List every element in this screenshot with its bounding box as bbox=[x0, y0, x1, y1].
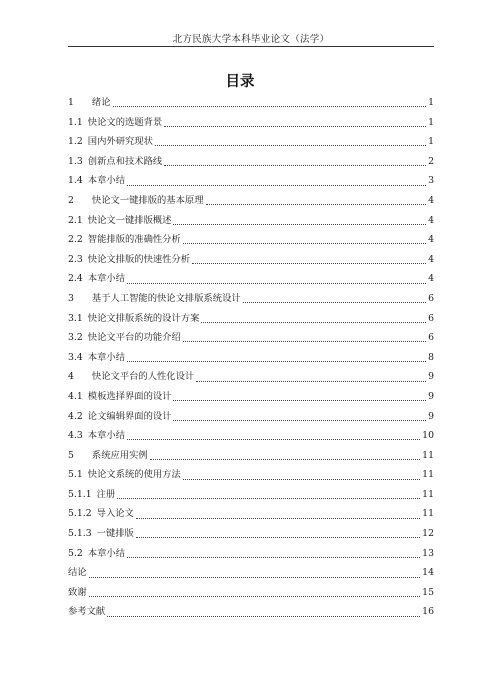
toc-entry-number: 2.1 bbox=[68, 214, 83, 226]
toc-entry-number: 3.4 bbox=[68, 351, 83, 363]
toc-entry-number: 2.4 bbox=[68, 273, 83, 285]
toc-entry-title: 智能排版的准确性分析 bbox=[87, 234, 181, 246]
running-header: 北方民族大学本科毕业论文（法学） bbox=[172, 34, 330, 45]
toc-dot-leader bbox=[89, 596, 421, 597]
toc-dot-leader bbox=[136, 518, 420, 519]
toc-entry-number: 5.1.2 bbox=[68, 508, 92, 520]
toc-entry-title: 本章小结 bbox=[87, 430, 125, 442]
toc-entry-number: 2 bbox=[68, 194, 74, 206]
toc-entry-number: 4.1 bbox=[68, 390, 83, 402]
toc-entry-page-number: 4 bbox=[428, 253, 434, 265]
toc-entry-page-number: 12 bbox=[422, 528, 434, 540]
toc-entry-title: 一键排版 bbox=[96, 528, 134, 540]
toc-dot-leader bbox=[127, 283, 426, 284]
toc-entry-number: 5 bbox=[68, 449, 74, 461]
toc-entry-title: 结论 bbox=[68, 567, 87, 579]
toc-dot-leader bbox=[164, 165, 426, 166]
toc-entry[interactable] bbox=[68, 348, 434, 368]
toc-entry[interactable] bbox=[68, 328, 434, 348]
toc-entry-page-number: 10 bbox=[422, 430, 434, 442]
toc-entry-title: 快论文一键排版概述 bbox=[87, 214, 172, 226]
toc-dot-leader bbox=[117, 498, 420, 499]
toc-entry[interactable] bbox=[68, 602, 434, 622]
toc-entry-title: 致谢 bbox=[68, 586, 87, 598]
toc-dot-leader bbox=[206, 204, 427, 205]
toc-dot-leader bbox=[164, 126, 426, 127]
toc-entry[interactable] bbox=[68, 446, 434, 466]
toc-entry-number: 5.1 bbox=[68, 469, 83, 481]
toc-entry-title: 本章小结 bbox=[87, 273, 125, 285]
toc-entry-title: 快论文一键排版的基本原理 bbox=[91, 194, 204, 206]
toc-entry[interactable] bbox=[68, 250, 434, 270]
toc-entry-page-number: 4 bbox=[428, 234, 434, 246]
toc-dot-leader bbox=[192, 263, 426, 264]
toc-entry-number: 5.1.1 bbox=[68, 488, 92, 500]
toc-dot-leader bbox=[150, 459, 420, 460]
toc-entry-number: 3.1 bbox=[68, 312, 83, 324]
toc-entry-title: 本章小结 bbox=[87, 175, 125, 187]
toc-entry-page-number: 11 bbox=[422, 469, 434, 481]
toc-entry-page-number: 8 bbox=[428, 351, 434, 363]
toc-entry-page-number: 6 bbox=[428, 312, 434, 324]
toc-entry[interactable] bbox=[68, 583, 434, 603]
toc-dot-leader bbox=[127, 185, 426, 186]
toc-entry[interactable] bbox=[68, 289, 434, 309]
toc-entry[interactable] bbox=[68, 426, 434, 446]
toc-entry-title: 快论文排版系统的设计方案 bbox=[87, 312, 200, 324]
toc-entry-page-number: 11 bbox=[422, 488, 434, 500]
toc-entry-page-number: 9 bbox=[428, 390, 434, 402]
toc-entry-number: 1.4 bbox=[68, 175, 83, 187]
toc-entry-title: 快论文平台的功能介绍 bbox=[87, 332, 181, 344]
toc-entry-title: 创新点和技术路线 bbox=[87, 155, 163, 167]
toc-entry-page-number: 1 bbox=[428, 136, 434, 148]
toc-entry[interactable] bbox=[68, 152, 434, 172]
toc-entry[interactable] bbox=[68, 211, 434, 231]
toc-dot-leader bbox=[173, 420, 426, 421]
toc-entry-number: 2.2 bbox=[68, 234, 83, 246]
toc-entry-title: 参考文献 bbox=[68, 606, 106, 618]
toc-entry[interactable] bbox=[68, 407, 434, 427]
toc-entry-number: 5.2 bbox=[68, 547, 83, 559]
toc-entry-number: 5.1.3 bbox=[68, 528, 92, 540]
toc-entry-number: 1 bbox=[68, 97, 74, 108]
toc-dot-leader bbox=[183, 243, 426, 244]
toc-entry-title: 系统应用实例 bbox=[91, 449, 148, 461]
toc-entry-title: 本章小结 bbox=[87, 351, 125, 363]
toc-entry-number: 4 bbox=[68, 371, 74, 383]
toc-dot-leader bbox=[201, 322, 426, 323]
toc-entry-title: 快论文平台的人性化设计 bbox=[91, 371, 195, 383]
toc-entry-page-number: 4 bbox=[428, 273, 434, 285]
toc-entry-page-number: 9 bbox=[428, 371, 434, 383]
toc-entry[interactable] bbox=[68, 544, 434, 564]
toc-entry[interactable] bbox=[68, 171, 434, 191]
toc-entry-title: 国内外研究现状 bbox=[87, 136, 153, 148]
toc-entry-page-number: 11 bbox=[422, 508, 434, 520]
toc-entry-title: 导入论文 bbox=[96, 508, 134, 520]
toc-dot-leader bbox=[127, 439, 420, 440]
toc-entry[interactable] bbox=[68, 387, 434, 407]
toc-entry-title: 快论文系统的使用方法 bbox=[87, 469, 181, 481]
toc-entry[interactable] bbox=[68, 309, 434, 329]
toc-dot-leader bbox=[113, 106, 427, 107]
toc-entry-number: 4.2 bbox=[68, 410, 83, 422]
toc-entry-title: 基于人工智能的快论文排版系统设计 bbox=[91, 292, 241, 304]
toc-dot-leader bbox=[183, 341, 426, 342]
toc-dot-leader bbox=[107, 616, 420, 617]
toc-entry-page-number: 3 bbox=[428, 175, 434, 187]
toc-dot-leader bbox=[173, 400, 426, 401]
toc-entry-page-number: 1 bbox=[428, 116, 434, 128]
toc-entry-page-number: 1 bbox=[428, 97, 434, 108]
toc-entry[interactable] bbox=[68, 485, 434, 505]
toc-entry[interactable] bbox=[68, 524, 434, 544]
toc-entry-title: 论文编辑界面的设计 bbox=[87, 410, 172, 422]
toc-entry-title: 注册 bbox=[96, 488, 116, 500]
toc-entry-page-number: 9 bbox=[428, 410, 434, 422]
toc-entry[interactable] bbox=[68, 367, 434, 387]
toc-entry-title: 快论文的选题背景 bbox=[87, 116, 163, 128]
toc-entry[interactable] bbox=[68, 113, 434, 133]
toc-entry-number: 3.2 bbox=[68, 332, 83, 344]
toc-entry-title: 绪论 bbox=[91, 97, 111, 108]
toc-dot-leader bbox=[89, 577, 421, 578]
toc-dot-leader bbox=[127, 557, 420, 558]
toc-dot-leader bbox=[173, 224, 426, 225]
toc-dot-leader bbox=[136, 537, 420, 538]
toc-entry-page-number: 14 bbox=[422, 567, 434, 579]
toc-entry[interactable] bbox=[68, 132, 434, 152]
header-rule bbox=[68, 46, 434, 47]
toc-entry-number: 2.3 bbox=[68, 253, 83, 265]
toc-dot-leader bbox=[127, 361, 426, 362]
toc-entry-page-number: 2 bbox=[428, 155, 434, 167]
toc-entry[interactable] bbox=[68, 465, 434, 485]
toc-dot-leader bbox=[155, 145, 426, 146]
toc-entry-page-number: 6 bbox=[428, 292, 434, 304]
toc-entry[interactable] bbox=[68, 230, 434, 250]
toc-entry-page-number: 16 bbox=[422, 606, 434, 618]
toc-entry-page-number: 13 bbox=[422, 547, 434, 559]
toc-entry-number: 4.3 bbox=[68, 430, 83, 442]
toc-entry-page-number: 4 bbox=[428, 194, 434, 206]
toc-entry-number: 1.1 bbox=[68, 116, 83, 128]
toc-entry[interactable] bbox=[68, 504, 434, 524]
toc-entry-title: 快论文排版的快速性分析 bbox=[87, 253, 191, 265]
toc-entry[interactable] bbox=[68, 563, 434, 583]
toc-entry[interactable] bbox=[68, 269, 434, 289]
toc-entry-page-number: 15 bbox=[422, 586, 434, 598]
toc-entry-number: 3 bbox=[68, 292, 74, 304]
toc-entry[interactable] bbox=[68, 191, 434, 211]
toc-entry-title: 本章小结 bbox=[87, 547, 125, 559]
toc-title: 目录 bbox=[225, 74, 255, 90]
table-of-contents bbox=[68, 93, 434, 622]
toc-entry-page-number: 6 bbox=[428, 332, 434, 344]
toc-entry-page-number: 4 bbox=[428, 214, 434, 226]
toc-entry-number: 1.2 bbox=[68, 136, 83, 148]
toc-dot-leader bbox=[196, 381, 426, 382]
toc-entry[interactable] bbox=[68, 93, 434, 113]
toc-dot-leader bbox=[183, 479, 420, 480]
toc-entry-title: 模板选择界面的设计 bbox=[87, 390, 172, 402]
toc-dot-leader bbox=[243, 302, 426, 303]
toc-entry-number: 1.3 bbox=[68, 155, 83, 167]
toc-entry-page-number: 11 bbox=[422, 449, 434, 461]
